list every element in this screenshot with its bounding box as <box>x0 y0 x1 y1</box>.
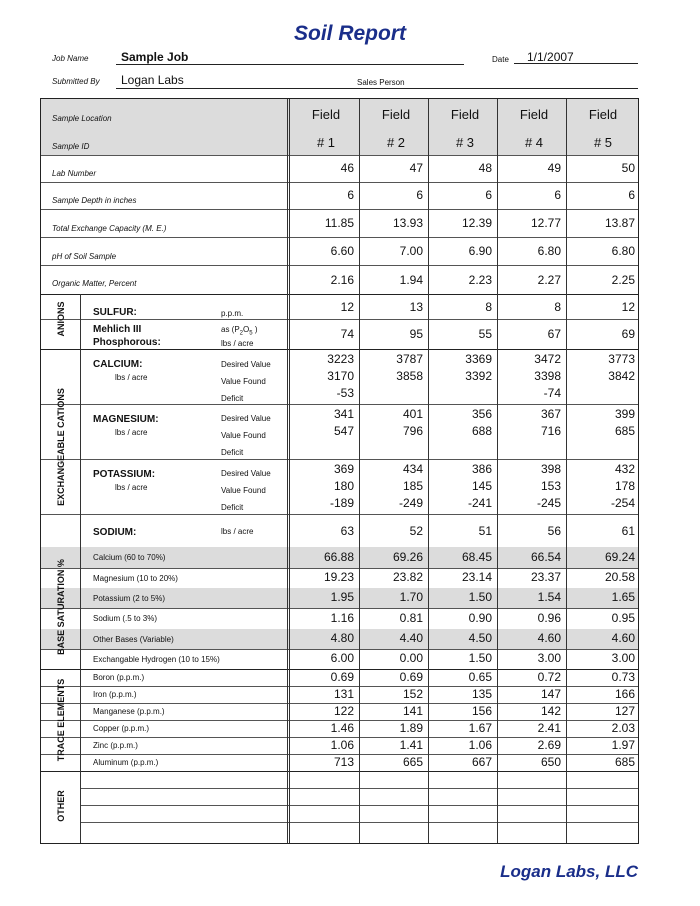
value-cell: 3787 <box>396 352 423 366</box>
label-bs-other-bases: Other Bases (Variable) <box>93 635 174 644</box>
value-cell: 55 <box>478 327 492 341</box>
label-ca-deficit: Deficit <box>221 394 244 403</box>
value-cell: 6 <box>485 188 492 202</box>
value-cell: 386 <box>471 462 492 476</box>
value-cell: 2.41 <box>537 721 561 735</box>
value-cell: 69.26 <box>392 550 423 564</box>
report-title: Soil Report <box>293 22 406 45</box>
submitted-by-line <box>116 88 638 89</box>
section-anions: ANIONS <box>56 301 66 337</box>
value-cell: 153 <box>540 479 561 493</box>
value-cell: 1.94 <box>399 273 423 287</box>
value-cell: 6 <box>416 188 423 202</box>
submitted-by-label: Submitted By <box>52 77 100 86</box>
section-base-saturation: BASE SATURATION % <box>56 559 66 655</box>
label-mg-desired: Desired Value <box>221 414 271 423</box>
job-name-value: Sample Job <box>121 50 189 64</box>
value-cell: 713 <box>333 755 354 769</box>
value-cell: -241 <box>467 496 492 510</box>
value-cell: 156 <box>471 704 492 718</box>
value-cell: 369 <box>333 462 354 476</box>
value-cell: 3392 <box>465 369 492 383</box>
value-cell: 66.54 <box>530 550 561 564</box>
value-cell: 2.16 <box>330 273 354 287</box>
label-te-aluminum: Aluminum (p.p.m.) <box>93 758 159 767</box>
value-cell: 399 <box>614 407 635 421</box>
value-cell: 147 <box>540 687 561 701</box>
value-cell: 48 <box>478 161 492 175</box>
section-exchangeable-cations: EXCHANGEABLE CATIONS <box>56 388 66 506</box>
soil-report-table <box>40 98 639 844</box>
sales-person-label: Sales Person <box>357 78 405 87</box>
label-ca-desired: Desired Value <box>221 360 271 369</box>
value-cell: 56 <box>547 524 561 538</box>
col-5-id: # 5 <box>593 135 613 150</box>
value-cell: 1.95 <box>330 590 354 604</box>
value-cell: 2.69 <box>537 738 561 752</box>
value-cell: 152 <box>402 687 423 701</box>
value-cell: 665 <box>402 755 423 769</box>
value-cell: 8 <box>485 300 492 314</box>
label-bs-hydrogen: Exchangable Hydrogen (10 to 15%) <box>93 655 220 664</box>
value-cell: 4.40 <box>399 631 423 645</box>
label-magnesium: MAGNESIUM: <box>93 414 159 425</box>
value-cell: 3170 <box>327 369 354 383</box>
footer-company: Logan Labs, LLC <box>500 862 638 881</box>
value-cell: 142 <box>540 704 561 718</box>
value-cell: 1.41 <box>399 738 423 752</box>
value-cell: 20.58 <box>604 570 635 584</box>
label-sample-depth: Sample Depth in inches <box>52 196 137 205</box>
value-cell: 23.82 <box>392 570 423 584</box>
value-cell: 1.70 <box>399 590 423 604</box>
date-label: Date <box>492 55 509 64</box>
label-sulfur: SULFUR: <box>93 307 137 318</box>
value-cell: 141 <box>402 704 423 718</box>
value-cell: -53 <box>336 386 354 400</box>
value-cell: 1.89 <box>399 721 423 735</box>
value-cell: 650 <box>540 755 561 769</box>
label-mg-found: Value Found <box>221 431 266 440</box>
value-cell: 2.25 <box>611 273 635 287</box>
value-cell: 50 <box>621 161 635 175</box>
job-name-line <box>116 64 464 65</box>
value-cell: -74 <box>543 386 561 400</box>
value-cell: 69 <box>621 327 635 341</box>
value-cell: -249 <box>398 496 423 510</box>
value-cell: 23.14 <box>461 570 492 584</box>
value-cell: 3223 <box>327 352 354 366</box>
label-sodium: SODIUM: <box>93 527 137 538</box>
label-bs-calcium: Calcium (60 to 70%) <box>93 553 166 562</box>
value-cell: 6.00 <box>330 651 354 665</box>
value-cell: 0.96 <box>537 611 561 625</box>
section-divider <box>80 294 81 843</box>
value-cell: 3472 <box>534 352 561 366</box>
label-bs-potassium: Potassium (2 to 5%) <box>93 594 166 603</box>
value-cell: 12.77 <box>530 216 561 230</box>
label-mehlich: Mehlich III <box>93 324 142 335</box>
value-cell: 0.90 <box>468 611 492 625</box>
label-organic: Organic Matter, Percent <box>52 279 137 288</box>
label-te-manganese: Manganese (p.p.m.) <box>93 707 165 716</box>
value-cell: 12 <box>340 300 354 314</box>
label-ca-found: Value Found <box>221 377 266 386</box>
value-cell: 3773 <box>608 352 635 366</box>
value-cell: 95 <box>409 327 423 341</box>
value-cell: 3858 <box>396 369 423 383</box>
label-sodium-unit: lbs / acre <box>221 527 254 536</box>
value-cell: 0.00 <box>399 651 423 665</box>
value-cell: 1.97 <box>611 738 635 752</box>
section-trace-elements: TRACE ELEMENTS <box>56 678 66 762</box>
value-cell: 66.88 <box>323 550 354 564</box>
label-lab-number: Lab Number <box>52 169 97 178</box>
col-divider-2 <box>428 99 429 843</box>
value-cell: 685 <box>614 424 635 438</box>
value-cell: 398 <box>540 462 561 476</box>
value-cell: 3.00 <box>537 651 561 665</box>
label-tec: Total Exchange Capacity (M. E.) <box>52 224 167 233</box>
label-mg-deficit: Deficit <box>221 448 244 457</box>
label-potassium-unit: lbs / acre <box>115 483 148 492</box>
value-cell: 6 <box>554 188 561 202</box>
label-phos-unit: lbs / acre <box>221 339 254 348</box>
value-cell: 166 <box>614 687 635 701</box>
value-cell: 4.50 <box>468 631 492 645</box>
value-cell: 688 <box>471 424 492 438</box>
value-cell: 180 <box>333 479 354 493</box>
label-bs-sodium: Sodium (.5 to 3%) <box>93 614 158 623</box>
label-sample-location: Sample Location <box>52 114 112 123</box>
value-cell: 6.60 <box>330 244 354 258</box>
value-cell: 4.80 <box>330 631 354 645</box>
value-cell: 3842 <box>608 369 635 383</box>
value-cell: 547 <box>333 424 354 438</box>
value-cell: 52 <box>409 524 423 538</box>
value-cell: 3398 <box>534 369 561 383</box>
col-divider-1 <box>359 99 360 843</box>
value-cell: 135 <box>471 687 492 701</box>
value-cell: 12 <box>621 300 635 314</box>
value-cell: 11.85 <box>324 216 354 230</box>
value-cell: 685 <box>614 755 635 769</box>
col-2-id: # 2 <box>386 135 406 150</box>
col-4-id: # 4 <box>524 135 544 150</box>
label-bs-magnesium: Magnesium (10 to 20%) <box>93 574 178 583</box>
col-3-id: # 3 <box>455 135 475 150</box>
value-cell: 63 <box>340 524 354 538</box>
value-cell: 69.24 <box>604 550 635 564</box>
value-cell: 1.06 <box>468 738 492 752</box>
value-cell: 356 <box>471 407 492 421</box>
value-cell: -245 <box>536 496 561 510</box>
label-potassium: POTASSIUM: <box>93 469 156 480</box>
value-cell: 401 <box>402 407 423 421</box>
value-cell: 178 <box>614 479 635 493</box>
label-k-deficit: Deficit <box>221 503 244 512</box>
col-5-field: Field <box>588 107 618 122</box>
label-te-zinc: Zinc (p.p.m.) <box>93 741 138 750</box>
col-2-field: Field <box>381 107 411 122</box>
value-cell: 7.00 <box>399 244 423 258</box>
value-cell: 6 <box>628 188 635 202</box>
col-1-id: # 1 <box>316 135 336 150</box>
label-magnesium-unit: lbs / acre <box>115 428 148 437</box>
value-cell: 1.50 <box>468 651 492 665</box>
value-cell: 2.03 <box>611 721 635 735</box>
value-cell: 19.23 <box>323 570 354 584</box>
label-sample-id: Sample ID <box>52 142 90 151</box>
job-name-label: Job Name <box>52 54 89 63</box>
value-cell: 6.80 <box>611 244 635 258</box>
value-cell: 6.80 <box>537 244 561 258</box>
value-cell: 51 <box>478 524 492 538</box>
col-divider-3 <box>497 99 498 843</box>
value-cell: 3.00 <box>611 651 635 665</box>
col-1-field: Field <box>311 107 341 122</box>
col-4-field: Field <box>519 107 549 122</box>
label-k-found: Value Found <box>221 486 266 495</box>
date-line <box>514 63 638 64</box>
value-cell: 1.06 <box>330 738 354 752</box>
value-cell: 796 <box>402 424 423 438</box>
value-cell: 49 <box>547 161 561 175</box>
value-cell: 67 <box>547 327 561 341</box>
label-phosphorous: Phosphorous: <box>93 337 161 348</box>
label-calcium: CALCIUM: <box>93 359 143 370</box>
value-cell: 341 <box>333 407 354 421</box>
value-cell: 46 <box>340 161 354 175</box>
label-te-iron: Iron (p.p.m.) <box>93 690 137 699</box>
value-cell: 1.65 <box>611 590 635 604</box>
value-cell: 6 <box>347 188 354 202</box>
label-as-p2o5: as ($P_2O_5$ ) <box>221 325 258 337</box>
value-cell: 13.93 <box>392 216 423 230</box>
value-cell: 0.81 <box>399 611 423 625</box>
value-cell: 1.50 <box>468 590 492 604</box>
label-sulfur-unit: p.p.m. <box>221 309 244 318</box>
label-te-copper: Copper (p.p.m.) <box>93 724 150 733</box>
value-cell: 1.16 <box>330 611 354 625</box>
value-cell: 23.37 <box>530 570 561 584</box>
value-cell: 4.60 <box>611 631 635 645</box>
value-cell: 1.54 <box>537 590 561 604</box>
value-cell: 667 <box>471 755 492 769</box>
value-cell: 4.60 <box>537 631 561 645</box>
value-cell: 8 <box>554 300 561 314</box>
value-cell: 716 <box>540 424 561 438</box>
value-cell: 434 <box>402 462 423 476</box>
value-cell: 122 <box>333 704 354 718</box>
label-k-desired: Desired Value <box>221 469 271 478</box>
value-cell: 2.23 <box>468 273 492 287</box>
value-cell: 2.27 <box>537 273 561 287</box>
value-cell: 0.65 <box>468 670 492 684</box>
value-cell: -254 <box>610 496 635 510</box>
value-cell: 432 <box>614 462 635 476</box>
date-value: 1/1/2007 <box>527 50 574 64</box>
section-other: OTHER <box>56 790 66 822</box>
value-cell: -189 <box>329 496 354 510</box>
value-cell: 1.46 <box>330 721 354 735</box>
value-cell: 0.69 <box>399 670 423 684</box>
value-cell: 145 <box>471 479 492 493</box>
value-cell: 367 <box>540 407 561 421</box>
value-cell: 6.90 <box>468 244 492 258</box>
value-cell: 13.87 <box>604 216 635 230</box>
col-3-field: Field <box>450 107 480 122</box>
value-cell: 0.72 <box>537 670 561 684</box>
value-cell: 3369 <box>465 352 492 366</box>
value-cell: 127 <box>614 704 635 718</box>
value-cell: 0.69 <box>330 670 354 684</box>
value-cell: 74 <box>340 327 354 341</box>
value-cell: 61 <box>621 524 635 538</box>
value-cell: 1.67 <box>468 721 492 735</box>
value-cell: 185 <box>402 479 423 493</box>
value-cell: 13 <box>409 300 423 314</box>
value-cell: 68.45 <box>461 550 492 564</box>
value-cell: 0.95 <box>611 611 635 625</box>
label-te-boron: Boron (p.p.m.) <box>93 673 145 682</box>
value-cell: 0.73 <box>611 670 635 684</box>
submitted-by-value: Logan Labs <box>121 73 184 87</box>
col-divider-4 <box>566 99 567 843</box>
col-divider-main <box>287 99 290 843</box>
value-cell: 131 <box>333 687 354 701</box>
value-cell: 47 <box>409 161 423 175</box>
label-ph: pH of Soil Sample <box>52 252 117 261</box>
label-calcium-unit: lbs / acre <box>115 373 148 382</box>
value-cell: 12.39 <box>461 216 492 230</box>
